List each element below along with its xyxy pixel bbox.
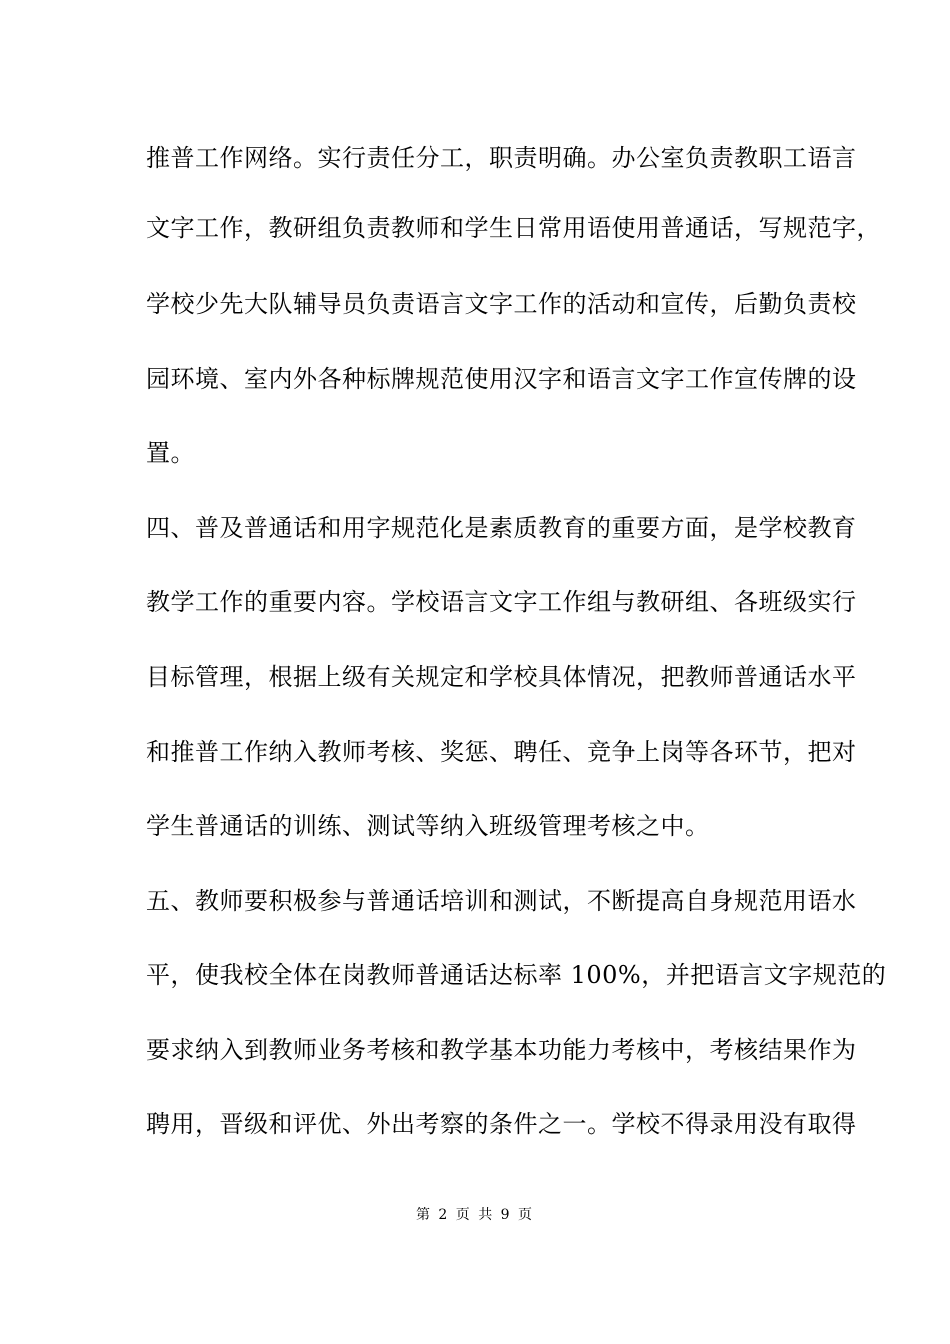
text-line-1: 推普工作网络。实行责任分工，职责明确。办公室负责教职工语言	[146, 144, 857, 172]
text-line-4: 园环境、室内外各种标牌规范使用汉字和语言文字工作宣传牌的设	[146, 365, 857, 393]
text-line-14: 聘用，晋级和评优、外出考察的条件之一。学校不得录用没有取得	[146, 1110, 857, 1138]
text-line-3: 学校少先大队辅导员负责语言文字工作的活动和宣传，后勤负责校	[146, 290, 857, 318]
text-line-11: 五、教师要积极参与普通话培训和测试，不断提高自身规范用语水	[146, 887, 857, 915]
text-line-6: 四、普及普通话和用字规范化是素质教育的重要方面，是学校教育	[146, 514, 857, 542]
text-line-9: 和推普工作纳入教师考核、奖惩、聘任、竞争上岗等各环节，把对	[146, 738, 857, 766]
text-line-8: 目标管理，根据上级有关规定和学校具体情况，把教师普通话水平	[146, 663, 857, 691]
text-line-5: 置。	[146, 439, 195, 467]
text-line-10: 学生普通话的训练、测试等纳入班级管理考核之中。	[146, 812, 710, 840]
text-line-2: 文字工作，教研组负责教师和学生日常用语使用普通话，写规范字，	[146, 214, 881, 242]
text-line-7: 教学工作的重要内容。学校语言文字工作组与教研组、各班级实行	[146, 588, 857, 616]
text-line-13: 要求纳入到教师业务考核和教学基本功能力考核中，考核结果作为	[146, 1036, 857, 1064]
text-line-12: 平，使我校全体在岗教师普通话达标率 100%，并把语言文字规范的	[146, 961, 887, 989]
page-number: 第 2 页 共 9 页	[415, 1207, 535, 1223]
